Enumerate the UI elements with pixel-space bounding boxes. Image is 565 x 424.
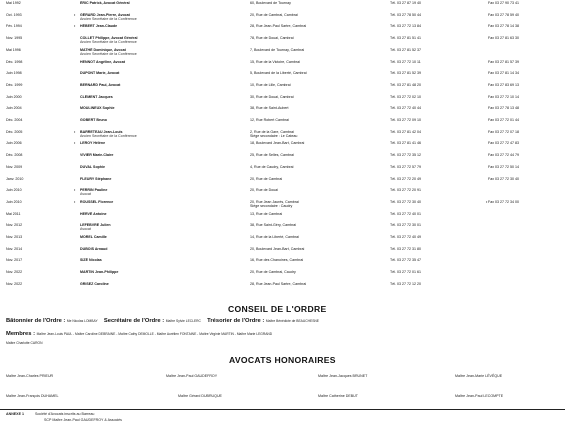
row-date: Juin 2010 bbox=[6, 188, 22, 193]
row-name-primary: BARRETEAU Jean-Louis bbox=[80, 129, 123, 134]
row-fax: Fax 03 27 81 14 34 bbox=[488, 71, 519, 76]
row-name-primary: MOREL Camille bbox=[80, 235, 107, 239]
row-phone: Tél. 03 27 72 57 79 bbox=[390, 164, 421, 169]
row-date: Juin 2006 bbox=[6, 141, 22, 146]
row-name-primary: PERRIN Pauline bbox=[80, 188, 108, 193]
row-name bbox=[80, 48, 245, 56]
row-name-secondary: Ancien Secrétaire de la Conférence bbox=[80, 51, 137, 56]
row-name bbox=[80, 106, 245, 110]
row-fax: Fax 03 27 81 57 39 bbox=[488, 59, 519, 64]
row-address-line: 7, Boulevard de Tournay, Cambrai bbox=[250, 47, 305, 52]
row-address bbox=[250, 1, 385, 5]
row-phone: Tél. 03 27 81 41 46 bbox=[390, 141, 421, 146]
row-address bbox=[250, 153, 385, 157]
row-phone: Tél. 03 27 72 01 61 bbox=[390, 270, 421, 275]
row-address bbox=[250, 258, 385, 262]
row-date: Nov. 2014 bbox=[6, 246, 23, 251]
row-address-line: 20, Rue de Cambrai bbox=[250, 176, 283, 181]
row-name bbox=[80, 165, 245, 169]
row-name bbox=[80, 83, 245, 87]
row-address bbox=[250, 118, 385, 122]
row-fax: Fax 03 27 72 30 40 bbox=[488, 176, 519, 181]
row-date: Juin 2000 bbox=[6, 94, 22, 99]
row-address bbox=[250, 71, 385, 75]
tresorier-label: Trésorier de l'Ordre : bbox=[207, 318, 265, 324]
row-address-line: 20, Rue de Douai bbox=[250, 188, 278, 193]
row-name bbox=[80, 13, 245, 21]
row-address bbox=[250, 165, 385, 169]
row-name bbox=[80, 247, 245, 251]
row-address bbox=[250, 270, 385, 274]
row-address-line: 20, Boulevard Jean-Bart, Cambrai bbox=[250, 246, 305, 251]
row-phone: Tél. 03 27 72 20 91 bbox=[390, 188, 421, 193]
row-name bbox=[80, 177, 245, 181]
row-phone: Tél. 03 27 72 13 84 bbox=[390, 24, 421, 29]
row-address-line: 4, Rue de Caudry, Cambrai bbox=[250, 164, 294, 169]
row-address bbox=[250, 13, 385, 17]
row-date: Nov. 2013 bbox=[6, 235, 23, 239]
row-name-primary: FLEURY Stéphane bbox=[80, 176, 112, 181]
row-address-line: 13, Rue de Cambrai bbox=[250, 211, 283, 216]
row-name-primary: LEFEBVRE Julien bbox=[80, 223, 111, 228]
row-address-line: 20, Rue de Cambrai, Cambrai bbox=[250, 12, 298, 17]
honoraires-2-2: Maître Gérard DUBRUQUE bbox=[178, 394, 222, 398]
row-name-primary: HERVÉ Antoine bbox=[80, 211, 107, 216]
row-phone: Tél. 03 27 72 40 49 bbox=[390, 235, 421, 239]
row-name bbox=[80, 188, 245, 196]
footer-rule bbox=[0, 409, 565, 410]
row-name-primary: BERNARD Paul, Avocat bbox=[80, 82, 121, 87]
row-address bbox=[250, 24, 385, 28]
row-date: Juin 2010 bbox=[6, 199, 22, 204]
row-name-primary: GÉRARD Jean-Pierre, Avocat bbox=[80, 12, 130, 17]
row-fax: Fax 03 27 72 47 83 bbox=[488, 141, 519, 146]
row-address-line: 12, Rue Robert Cambrai bbox=[250, 118, 289, 122]
secretaire-label: Secrétaire de l'Ordre : bbox=[103, 318, 165, 324]
row-name bbox=[80, 153, 245, 157]
batonnier-name: Me Nicolas LOMBAY bbox=[66, 319, 98, 323]
honoraires-2-4: Maître Jean-Paul LECOMPTE bbox=[455, 394, 504, 398]
row-phone: Tél. 03 27 81 52 39 bbox=[390, 71, 421, 76]
row-fax: Fax 03 27 83 69 13 bbox=[488, 82, 519, 87]
row-address bbox=[250, 83, 385, 87]
row-date: Mai 2011 bbox=[6, 211, 21, 216]
footer-label: ANNEXE 1 bbox=[6, 412, 24, 416]
row-phone: Tél. 03 27 72 35 12 bbox=[390, 153, 421, 158]
row-date: Janv. 2010 bbox=[6, 176, 24, 181]
row-address-line-2: Siège secondaire : Le Cateau bbox=[250, 133, 298, 138]
row-phone: Tél. 03 27 72 09 10 bbox=[390, 118, 421, 122]
row-address-line-2: Siège secondaire : Caudry bbox=[250, 203, 293, 208]
footer-line-2: SCP Maître Jean-Paul GAUDEFROY & Associés bbox=[44, 418, 122, 422]
row-address bbox=[250, 36, 385, 40]
row-phone: Tél. 03 27 72 40 01 bbox=[390, 211, 421, 216]
secretaire-name: Maître Sylvie LECLERC bbox=[165, 319, 201, 323]
membres-list: Maître Jean-Louis PAUL - Maître Caroline DEBRAINE - Maître Cathy DEMOLLE - Maître Aurélien FONTAINE - Maître Virginie MARTIN - Maître Marie LEGRAND bbox=[36, 332, 273, 336]
row-fax: Fax 03 27 72 01 44 bbox=[488, 118, 519, 122]
row-phone: Tél. 03 27 72 10 11 bbox=[390, 59, 421, 64]
row-fax: Fax 03 27 72 34 00 bbox=[488, 199, 519, 204]
row-address bbox=[250, 106, 385, 110]
row-date: Nov. 2009 bbox=[6, 164, 23, 169]
row-name bbox=[80, 95, 245, 99]
tresorier-name: Maître Bénédicte de BEAUCHESNE bbox=[265, 319, 319, 323]
membres-list-2: Maître Charlotte CARON bbox=[6, 341, 43, 345]
row-address bbox=[250, 235, 385, 239]
row-date: Nov. 2017 bbox=[6, 258, 23, 263]
row-phone: Tél. 03 27 72 02 10 bbox=[390, 94, 421, 99]
row-name bbox=[80, 60, 245, 64]
row-phone: Tél. 03 27 72 20 49 bbox=[390, 176, 421, 181]
row-address-line: 16, Rue des Chanoines, Cambrai bbox=[250, 258, 304, 263]
honoraires-2-1: Maître Jean-François DUHAMEL bbox=[6, 394, 59, 398]
row-marker: • bbox=[74, 199, 76, 204]
row-date: Fév. 1994 bbox=[6, 24, 22, 29]
row-date: Nov. 1995 bbox=[6, 36, 23, 41]
row-name-primary: HENNOT Angéline, Avocat bbox=[80, 59, 125, 64]
row-address bbox=[250, 188, 385, 192]
row-fax: Fax 03 27 90 73 41 bbox=[488, 1, 519, 5]
honoraires-1-2: Maître Jean-Paul GAUDEFROY bbox=[166, 374, 218, 378]
row-address bbox=[250, 48, 385, 52]
row-phone: Tél. 03 27 72 31 80 bbox=[390, 246, 421, 251]
row-name-primary: DUBOIS Arnaud bbox=[80, 246, 108, 251]
row-name-primary: VIVIER Marie-Claire bbox=[80, 153, 114, 158]
row-marker: • bbox=[74, 188, 76, 193]
row-name-primary: COLLET Philippe, Avocat Général bbox=[80, 36, 138, 41]
footer-text-1: Société d'Avocats inscrits au Barreau bbox=[34, 412, 95, 416]
row-address-line: 38, Rue Saint-Géry, Cambrai bbox=[250, 223, 297, 228]
row-marker: • bbox=[74, 141, 76, 146]
row-fax: Fax 03 27 78 59 40 bbox=[488, 12, 519, 17]
row-name-secondary: Avocat bbox=[80, 227, 91, 232]
honoraires-title: AVOCATS HONORAIRES bbox=[229, 355, 336, 365]
row-fax: Fax 03 27 72 07 18 bbox=[488, 129, 519, 134]
row-name-secondary: Avocat bbox=[80, 192, 91, 197]
row-address-line: 25, Rue de Selles, Cambrai bbox=[250, 153, 294, 158]
row-address-line: 20, Rue de Cambrai, Caudry bbox=[250, 270, 296, 275]
row-date: Déc. 2004 bbox=[6, 118, 23, 122]
row-address-line: 2, Rue de la Gare, Cambrai bbox=[250, 129, 294, 134]
row-fax: Fax 03 27 81 63 30 bbox=[488, 36, 519, 41]
row-phone: Tél. 03 27 72 30 40 bbox=[390, 199, 421, 204]
row-address bbox=[250, 95, 385, 99]
row-name-primary: CLÉMENT Jacques bbox=[80, 94, 113, 99]
row-date: Déc. 1998 bbox=[6, 59, 23, 64]
row-address bbox=[250, 212, 385, 216]
row-date: Mai 1996 bbox=[6, 47, 21, 52]
row-name bbox=[80, 200, 245, 204]
row-date: Oct. 1993 bbox=[6, 12, 22, 17]
row-phone: Tél. 03 27 81 51 41 bbox=[390, 36, 421, 41]
row-name bbox=[80, 141, 245, 145]
row-fax: Fax 03 27 78 14 38 bbox=[488, 24, 519, 29]
row-date: Juin 2004 bbox=[6, 106, 22, 111]
row-address-line: 30, Rue de Douai, Cambrai bbox=[250, 94, 294, 99]
council-members-continued bbox=[6, 340, 42, 347]
row-name bbox=[80, 36, 245, 44]
row-address bbox=[250, 200, 385, 208]
row-name bbox=[80, 130, 245, 138]
row-phone: Tél. 03 27 72 12 20 bbox=[390, 281, 421, 286]
row-name bbox=[80, 258, 245, 262]
row-phone: Tél. 03 27 72 40 44 bbox=[390, 106, 421, 111]
row-phone: Tél. 03 27 87 19 40 bbox=[390, 1, 421, 5]
row-name-primary: DUPONT Marie, Avocat bbox=[80, 71, 120, 76]
row-address bbox=[250, 247, 385, 251]
row-date: Juin 1998 bbox=[6, 71, 22, 76]
row-name bbox=[80, 282, 245, 286]
row-address-line: 28, Rue Jean-Paul Sartre, Cambrai bbox=[250, 281, 307, 286]
row-name bbox=[80, 235, 245, 239]
row-date: Déc. 2008 bbox=[6, 153, 23, 158]
row-address bbox=[250, 177, 385, 181]
row-address-line: 28, Rue Jean-Paul Sartre, Cambrai bbox=[250, 24, 307, 29]
row-name-primary: SIZÉ Nicolas bbox=[80, 258, 102, 263]
honoraires-1-1: Maître Jean-Charles PRIEUR bbox=[6, 374, 54, 378]
row-name bbox=[80, 223, 245, 231]
row-phone: Tél. 03 27 78 50 44 bbox=[390, 12, 421, 17]
row-phone: Tél. 03 27 72 35 47 bbox=[390, 258, 421, 263]
honoraires-2-3: Maître Catherine DEBUT bbox=[318, 394, 358, 398]
row-name bbox=[80, 71, 245, 75]
row-name-primary: HÉBERT Jean-Claude bbox=[80, 24, 118, 29]
row-phone: Tél. 03 27 72 30 01 bbox=[390, 223, 421, 228]
row-name bbox=[80, 270, 245, 274]
row-name bbox=[80, 24, 245, 28]
row-name-primary: ROUSSEL Florence bbox=[80, 199, 114, 204]
row-address bbox=[250, 60, 385, 64]
row-name-primary: GRISEZ Caroline bbox=[80, 281, 109, 286]
row-address-line: 5, Boulevard de la Liberté, Cambrai bbox=[250, 71, 307, 76]
row-name-primary: DUVAL Sophie bbox=[80, 164, 106, 169]
row-name-primary: ÉRIC Patrick, Avocat Général bbox=[80, 1, 130, 5]
row-name bbox=[80, 118, 245, 122]
council-officers bbox=[6, 318, 319, 325]
row-date: Déc. 1999 bbox=[6, 82, 23, 87]
council-title: CONSEIL DE L'ORDRE bbox=[228, 304, 327, 314]
row-marker: • bbox=[74, 129, 76, 134]
batonnier-label: Bâtonnier de l'Ordre : bbox=[6, 318, 66, 324]
membres-label: Membres : bbox=[6, 331, 35, 337]
row-address-line: 20, Rue Jean Jaurès, Cambrai bbox=[250, 199, 299, 204]
row-name-primary: MATHÉ Dominique, Avocat bbox=[80, 47, 126, 52]
honoraires-1-4: Maître Jean-Marie LÉVÊQUE bbox=[455, 374, 503, 378]
row-name-secondary: Ancien Secrétaire de la Conférence bbox=[80, 16, 137, 21]
row-date: Nov. 2022 bbox=[6, 270, 23, 275]
row-name-primary: MARTIN Jean-Philippe bbox=[80, 270, 119, 275]
row-name bbox=[80, 1, 245, 5]
row-name-secondary: Ancien Secrétaire de la Conférence bbox=[80, 133, 137, 138]
row-date: Déc. 2005 bbox=[6, 129, 23, 134]
row-phone: Tél. 03 27 81 48 20 bbox=[390, 82, 421, 87]
row-name-secondary: Ancien Secrétaire de la Conférence bbox=[80, 40, 137, 45]
row-address bbox=[250, 223, 385, 227]
row-address-line: 38, Rue de Saint-Aubert bbox=[250, 106, 289, 111]
row-flag: • bbox=[486, 199, 488, 204]
row-phone: Tél. 03 27 81 52 37 bbox=[390, 47, 421, 52]
row-fax: Fax 03 27 72 10 14 bbox=[488, 94, 519, 99]
row-date: Nov. 2022 bbox=[6, 281, 23, 286]
row-marker: • bbox=[74, 24, 76, 29]
row-name bbox=[80, 212, 245, 216]
row-fax: Fax 03 27 78 13 48 bbox=[488, 106, 519, 111]
footer-line-1 bbox=[6, 412, 94, 416]
row-date: Mai 1992 bbox=[6, 1, 21, 5]
row-name-primary: LEROY Hélène bbox=[80, 141, 106, 146]
row-address bbox=[250, 130, 385, 138]
council-members bbox=[6, 331, 272, 338]
row-address-line: 60, Boulevard de Tournay bbox=[250, 1, 291, 5]
row-marker: • bbox=[74, 12, 76, 17]
row-address-line: 15, Rue de la Victoire, Cambrai bbox=[250, 59, 300, 64]
row-address bbox=[250, 141, 385, 145]
honoraires-1-3: Maître Jean-Jacques BRUNET bbox=[318, 374, 368, 378]
row-address-line: 78, Rue de Douai, Cambrai bbox=[250, 36, 294, 41]
row-name-primary: GOBERT Bruno bbox=[80, 118, 107, 122]
row-fax: Fax 03 27 72 44 79 bbox=[488, 153, 519, 158]
row-phone: Tél. 03 27 81 42 04 bbox=[390, 129, 421, 134]
row-date: Nov. 2012 bbox=[6, 223, 23, 228]
row-address-line: 18, Boulevard Jean-Bart, Cambrai bbox=[250, 141, 305, 146]
row-address-line: 14, Rue de la Liberté, Cambrai bbox=[250, 235, 299, 239]
row-address-line: 10, Rue de Lille, Cambrai bbox=[250, 82, 291, 87]
row-fax: Fax 03 27 72 50 14 bbox=[488, 164, 519, 169]
row-address bbox=[250, 282, 385, 286]
row-name-primary: MOULINEUX Sophie bbox=[80, 106, 115, 111]
